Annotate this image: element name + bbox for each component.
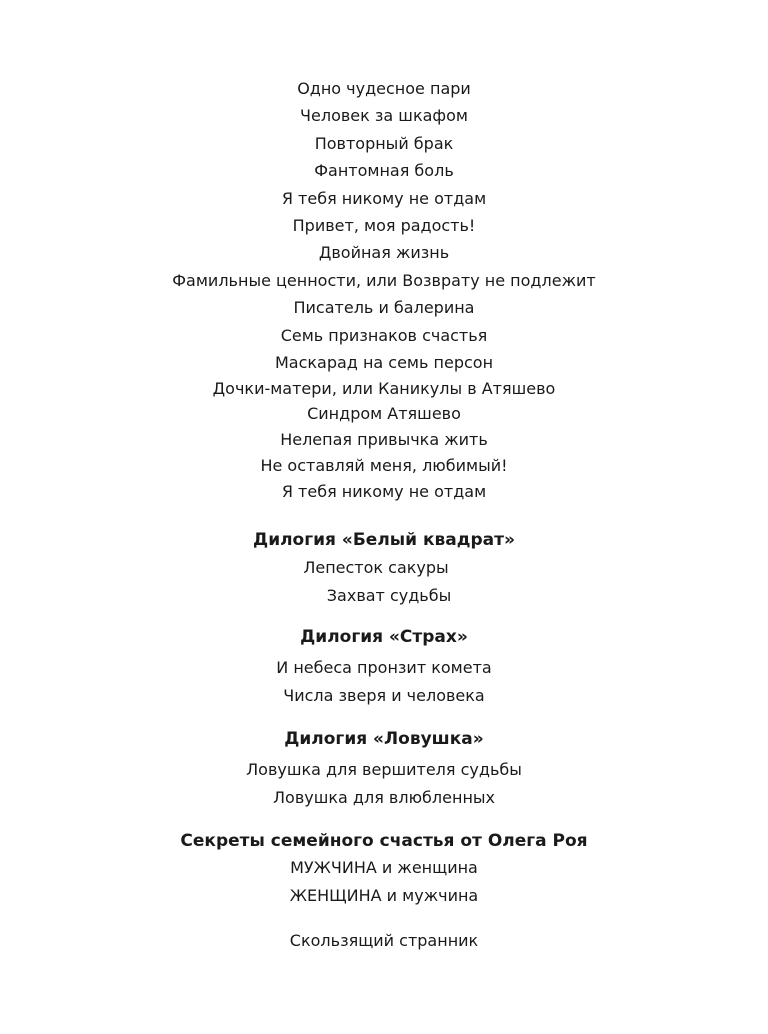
book-title: Нелепая привычка жить xyxy=(280,430,488,449)
book-title: Одно чудесное пари xyxy=(297,79,471,98)
book-title: Дочки-матери, или Каникулы в Атяшево xyxy=(212,379,556,398)
book-title: Ловушка для вершителя судьбы xyxy=(246,760,522,779)
book-title: Я тебя никому не отдам xyxy=(281,189,487,208)
series-heading: Дилогия «Белый квадрат» xyxy=(253,530,515,550)
book-title: Ловушка для влюбленных xyxy=(273,788,495,807)
book-title: Захват судьбы xyxy=(326,586,452,605)
book-title: Не оставляй меня, любимый! xyxy=(260,456,508,475)
book-title: ЖЕНЩИНА и мужчина xyxy=(289,886,479,905)
book-title: Писатель и балерина xyxy=(293,298,475,317)
book-title: Двойная жизнь xyxy=(318,243,450,262)
book-title: Привет, моя радость! xyxy=(292,216,476,235)
book-title: Маскарад на семь персон xyxy=(274,353,494,372)
book-title: Повторный брак xyxy=(314,134,454,153)
book-title: Человек за шкафом xyxy=(300,106,468,125)
book-title: И небеса пронзит комета xyxy=(276,658,492,677)
series-heading: Дилогия «Ловушка» xyxy=(284,729,484,749)
book-title: Лепесток сакуры xyxy=(303,558,449,577)
book-title: Фантомная боль xyxy=(314,161,454,180)
book-title: Числа зверя и человека xyxy=(283,686,485,705)
book-title: МУЖЧИНА и женщина xyxy=(290,858,478,877)
book-title: Семь признаков счастья xyxy=(280,326,488,345)
series-heading: Дилогия «Страх» xyxy=(300,627,468,647)
series-heading: Секреты семейного счастья от Олега Роя xyxy=(180,831,588,851)
book-title: Фамильные ценности, или Возврату не подлежит xyxy=(172,271,596,290)
book-title: Я тебя никому не отдам xyxy=(281,482,487,501)
book-title: Синдром Атяшево xyxy=(307,404,461,423)
book-title: Скользящий странник xyxy=(289,931,479,950)
